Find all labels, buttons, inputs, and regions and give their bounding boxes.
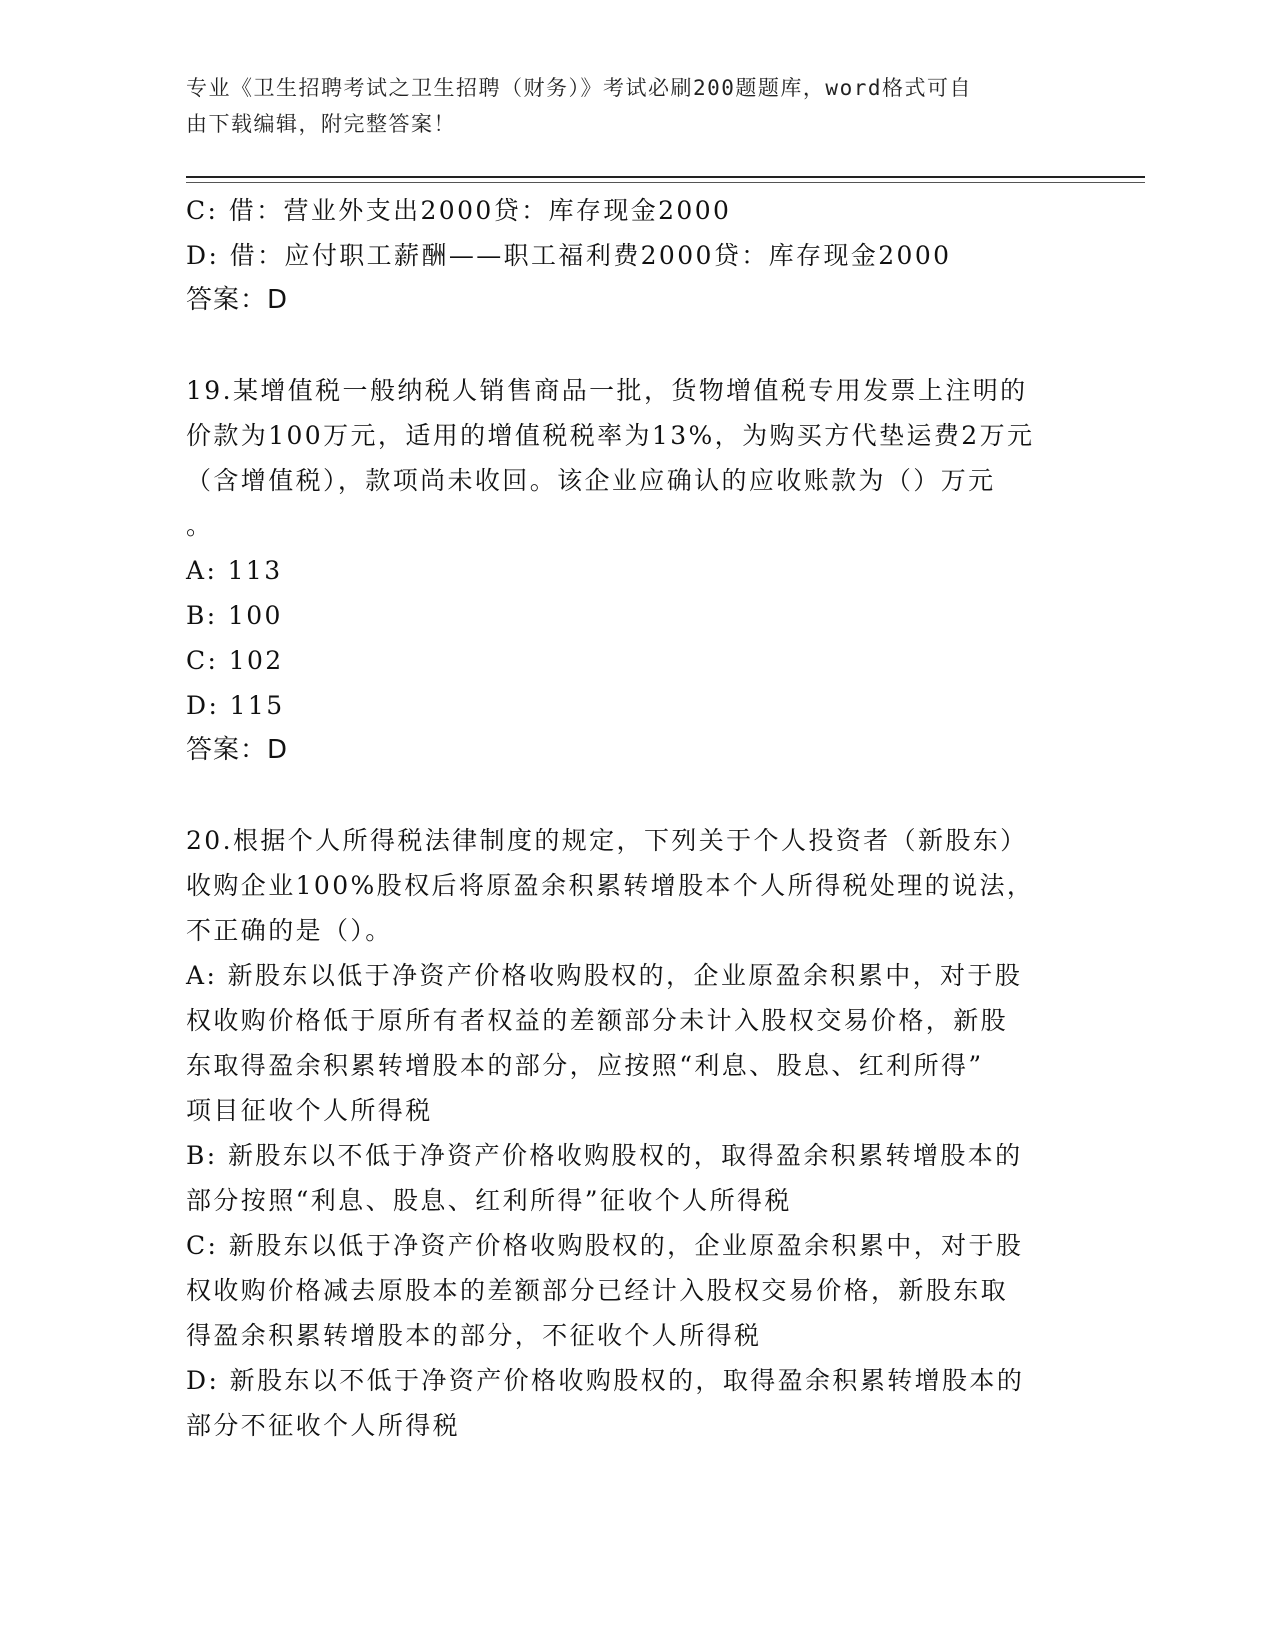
question-20: [186, 818, 1066, 1448]
prev-option-c: C: 借：营业外支出2000贷：库存现金2000: [186, 196, 732, 225]
q20-stem-line: 20.根据个人所得税法律制度的规定，下列关于个人投资者（新股东）: [186, 826, 1028, 855]
prev-option-d: D: 借：应付职工薪酬——职工福利费2000贷：库存现金2000: [186, 241, 952, 270]
q20-option-a-line: 权收购价格低于原所有者权益的差额部分未计入股权交易价格，新股: [186, 1006, 1009, 1035]
q20-option-a-line: A: 新股东以低于净资产价格收购股权的，企业原盈余积累中，对于股: [186, 961, 1023, 990]
q20-option-a-line: 项目征收个人所得税: [186, 1096, 433, 1125]
q20-stem-line: 不正确的是（）。: [186, 916, 393, 945]
spacer: [186, 773, 1066, 818]
q19-stem-line: 价款为100万元，适用的增值税税率为13%，为购买方代垫运费2万元: [186, 421, 1035, 450]
header-line-2: 由下载编辑，附完整答案！: [186, 112, 456, 136]
q19-option-d: D: 115: [186, 691, 285, 720]
q20-option-d-line: D: 新股东以不低于净资产价格收购股权的，取得盈余积累转增股本的: [186, 1366, 1025, 1395]
q20-option-b-line: B: 新股东以不低于净资产价格收购股权的，取得盈余积累转增股本的: [186, 1141, 1023, 1170]
question-content: [186, 188, 1066, 1448]
q20-option-c-line: 得盈余积累转增股本的部分，不征收个人所得税: [186, 1321, 762, 1350]
q20-option-d-line: 部分不征收个人所得税: [186, 1411, 461, 1440]
question-19: [186, 368, 1066, 773]
page-header: [186, 70, 1066, 142]
header-line-1: 专业《卫生招聘考试之卫生招聘（财务）》考试必刷200题题库，word格式可自: [186, 76, 972, 100]
spacer: [186, 323, 1066, 368]
prev-answer: 答案：D: [186, 285, 289, 315]
q20-option-b-line: 部分按照“利息、股息、红利所得”征收个人所得税: [186, 1186, 792, 1215]
q19-option-b: B: 100: [186, 601, 283, 630]
q19-stem-line: 19.某增值税一般纳税人销售商品一批，货物增值税专用发票上注明的: [186, 376, 1028, 405]
header-divider-thick: [186, 176, 1145, 178]
q20-option-c-line: C: 新股东以低于净资产价格收购股权的，企业原盈余积累中，对于股: [186, 1231, 1024, 1260]
header-divider-thin: [186, 182, 1145, 183]
q19-answer: 答案：D: [186, 735, 289, 765]
prev-question-block: [186, 188, 1066, 323]
q19-option-a: A: 113: [186, 556, 283, 585]
q19-stem-line: （含增值税），款项尚未收回。该企业应确认的应收账款为（）万元: [186, 466, 996, 495]
q20-stem-line: 收购企业100%股权后将原盈余积累转增股本个人所得税处理的说法，: [186, 871, 1035, 900]
q20-option-a-line: 东取得盈余积累转增股本的部分，应按照“利息、股息、红利所得”: [186, 1051, 984, 1080]
q19-stem-line: 。: [186, 511, 214, 540]
q19-option-c: C: 102: [186, 646, 284, 675]
q20-option-c-line: 权收购价格减去原股本的差额部分已经计入股权交易价格，新股东取: [186, 1276, 1009, 1305]
